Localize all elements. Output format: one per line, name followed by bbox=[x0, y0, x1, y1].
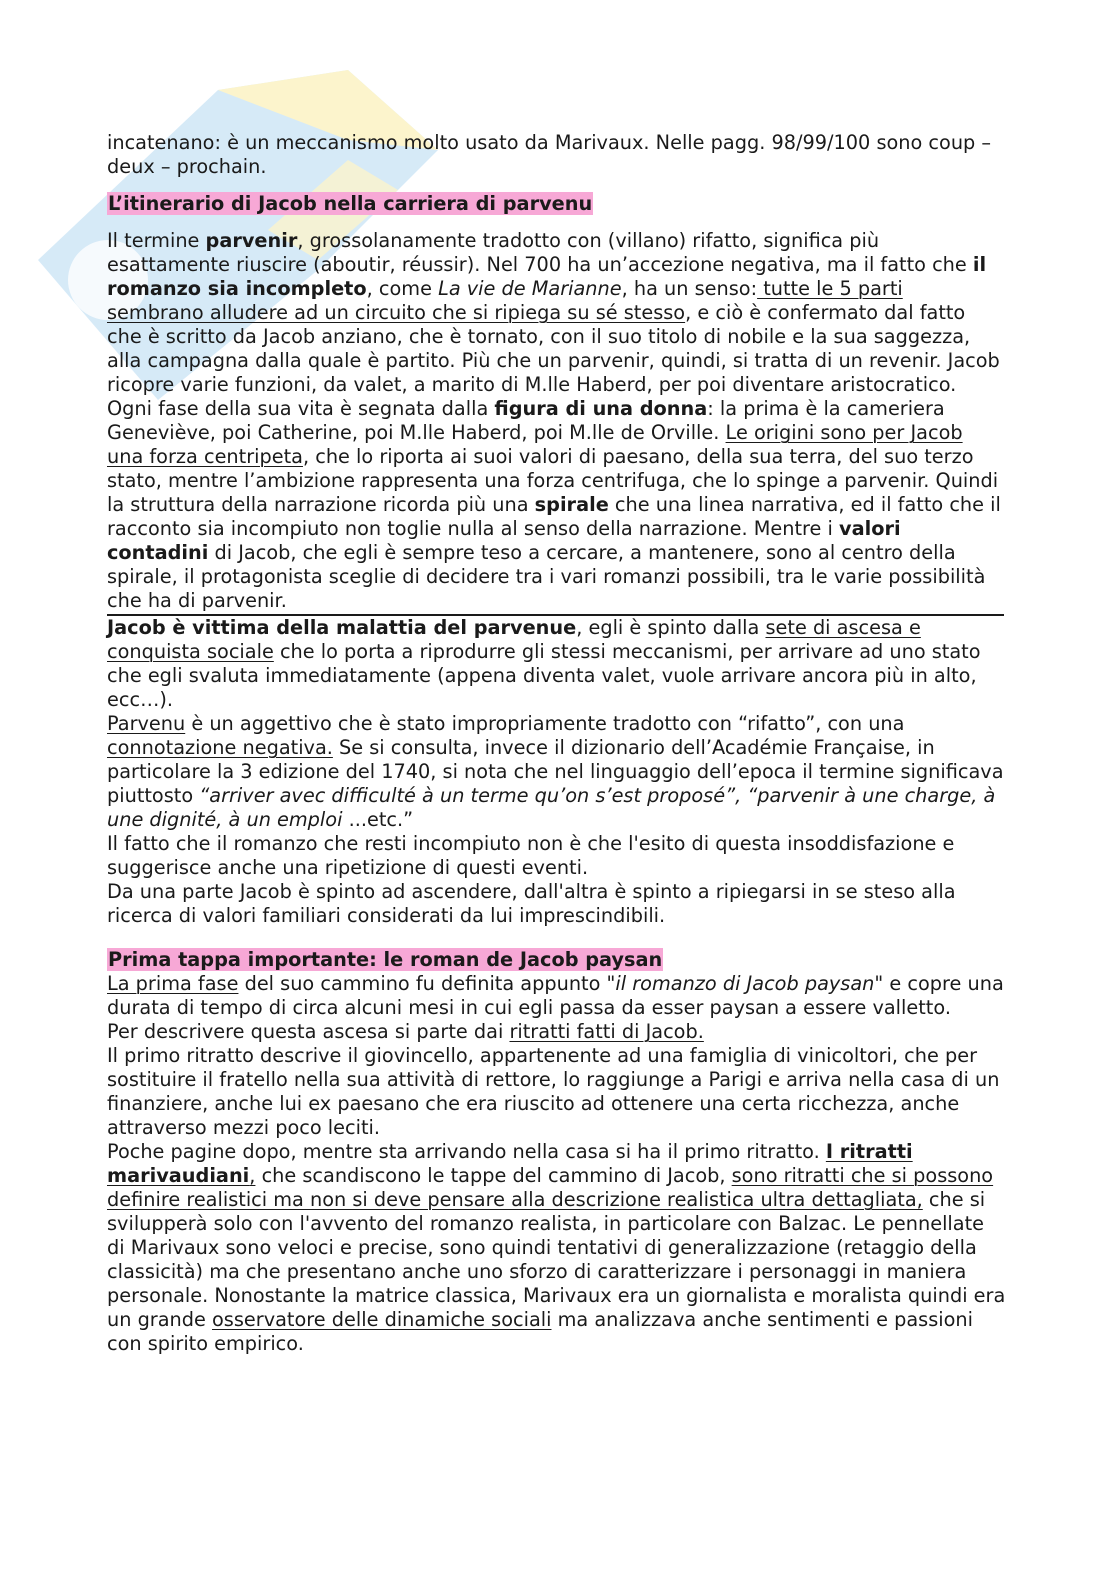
text: di Jacob, che egli è sempre teso a cercare, a mantenere, sono al centro della spirale, il protagonista sceglie di decidere tra i vari romanzi possibili, tra le varie possibilità che ha di parvenir. bbox=[107, 541, 986, 612]
text: Il termine bbox=[107, 229, 206, 252]
text: : la prima è la cameriera Geneviève, poi Catherine, poi M.lle Haberd, poi M.lle de Orville. bbox=[107, 397, 945, 444]
paragraph-intro bbox=[107, 131, 1007, 179]
paragraph-malattia bbox=[107, 616, 1007, 712]
paragraph-ascesa bbox=[107, 1020, 1007, 1044]
underlined-text: tutte le 5 parti sembrano alludere ad un circuito che si ripiega su sé stesso bbox=[107, 277, 903, 324]
heading-itinerario: L’itinerario di Jacob nella carriera di parvenu bbox=[108, 192, 593, 215]
heading-prima-tappa: Prima tappa importante: le roman de Jacob paysan bbox=[108, 948, 663, 971]
underlined-text: La prima fase bbox=[107, 972, 239, 995]
paragraph-incompiuto bbox=[107, 832, 1007, 880]
text: che una linea narrativa, ed il fatto che il racconto sia incompiuto non toglie nulla al senso della narrazione. Mentre i bbox=[107, 493, 1001, 540]
text: , grossolanamente tradotto con (villano) rifatto, significa più esattamente riuscire (aboutir, réussir). Nel 700 ha un’accezione negativa, ma il fatto che bbox=[107, 229, 973, 276]
text: , che lo riporta ai suoi valori di paesano, della sua terra, del suo terzo stato, mentre l’ambizione rappresenta una forza centrifuga, che lo spinge a parvenir. Quindi la struttura della narrazione ricorda più una bbox=[107, 445, 999, 516]
text: Per descrivere questa ascesa si parte dai bbox=[107, 1020, 510, 1043]
text: Il fatto che il romanzo che resti incompiuto non è che l'esito di questa insoddisfazione e suggerisce anche una ripetizione di questi eventi. bbox=[107, 832, 955, 879]
underlined-text: osservatore delle dinamiche sociali bbox=[212, 1308, 552, 1331]
text: Da una parte Jacob è spinto ad ascendere, dall'altra è spinto a ripiegarsi in se steso alla ricerca di valori familiari considerati da lui imprescindibili. bbox=[107, 880, 956, 927]
text: Il primo ritratto descrive il giovincello, appartenente ad una famiglia di vinicoltori, che per sostituire il fratello nella sua attività di rettore, lo raggiunge a Parigi e arriva nella casa di un finanziere, anche lui ex paesano che era riuscito ad ottenere una certa ricchezza, anche attraverso mezzi poco leciti. bbox=[107, 1044, 1000, 1139]
paragraph-ritratti-marivaudiani bbox=[107, 1140, 1007, 1356]
text: Se si consulta, invece il dizionario dell’Académie Française, in particolare la 3 edizione del 1740, si nota che nel linguaggio dell’epoca il termine significava piuttosto bbox=[107, 736, 1004, 807]
paragraph-prima-fase bbox=[107, 972, 1007, 1020]
underlined-text: Parvenu bbox=[107, 712, 186, 735]
text: che lo porta a riprodurre gli stessi meccanismi, per arrivare ad uno stato che egli svaluta immediatamente (appena diventa valet, vuole arrivare ancora più in alto, ecc…). bbox=[107, 640, 981, 711]
underlined-text: connotazione negativa. bbox=[107, 736, 333, 759]
text: del suo cammino fu definita appunto " bbox=[238, 972, 616, 995]
text: incatenano: è un meccanismo molto usato da Marivaux. Nelle pagg. 98/99/100 sono coup – deux – prochain. bbox=[107, 131, 992, 178]
underlined-text: ritratti fatti di Jacob. bbox=[509, 1020, 704, 1043]
paragraph-parvenir bbox=[107, 229, 1004, 616]
underlined-text: sete di ascesa e conquista sociale bbox=[107, 616, 921, 663]
text: che si svilupperà solo con l'avvento del romanzo realista, in particolare con Balzac. Le pennellate di Marivaux sono veloci e precise, sono quindi tentativi di generalizzazione (retaggio della classicità) ma che presentano anche uno sforzo di caratterizzare i personaggi in maniera personale. Nonostante la matrice classica, Marivaux era un giornalista e moralista quindi era un grande bbox=[107, 1188, 1006, 1331]
underlined-text: sono ritratti che si possono definire realistici ma non si deve pensare alla descrizione realistica ultra dettagliata, bbox=[107, 1164, 994, 1211]
bold-text: il romanzo sia incompleto bbox=[107, 253, 987, 300]
text: , egli è spinto dalla bbox=[576, 616, 766, 639]
italic-text: “arriver avec difficulté à un terme qu’on s’est proposé”, “parvenir à une charge, à une dignité, à un emploi bbox=[107, 784, 996, 831]
heading-itinerario-line bbox=[107, 192, 1007, 216]
heading-prima-tappa-line bbox=[107, 948, 1007, 972]
text: che scandiscono le tappe del cammino di Jacob, bbox=[255, 1164, 732, 1187]
bold-text: figura di una donna bbox=[494, 397, 708, 420]
paragraph-parvenu-definition bbox=[107, 712, 1007, 832]
italic-text: La vie de Marianne bbox=[438, 277, 622, 300]
bold-text: parvenir bbox=[205, 229, 298, 252]
underlined-text: , bbox=[249, 1164, 256, 1187]
underlined-text: Le origini sono per Jacob una forza centripeta bbox=[107, 421, 963, 468]
text: , ha un senso: bbox=[621, 277, 758, 300]
paragraph-ascendere bbox=[107, 880, 1007, 928]
bold-underlined-text: I ritratti marivaudiani bbox=[107, 1140, 913, 1187]
bold-text: Jacob è vittima della malattia del parvenue bbox=[107, 616, 577, 639]
text: Poche pagine dopo, mentre sta arrivando nella casa si ha il primo ritratto. bbox=[107, 1140, 826, 1163]
document-page bbox=[107, 131, 1007, 1356]
text: , come bbox=[366, 277, 439, 300]
text: è un aggettivo che è stato impropriamente tradotto con “rifatto”, con una bbox=[185, 712, 905, 735]
text: ma analizzava anche sentimenti e passioni con spirito empirico. bbox=[107, 1308, 974, 1355]
text: " e copre una durata di tempo di circa alcuni mesi in cui egli passa da esser paysan a essere valletto. bbox=[107, 972, 1004, 1019]
paragraph-primo-ritratto bbox=[107, 1044, 1007, 1140]
italic-text: il romanzo di Jacob paysan bbox=[615, 972, 875, 995]
bold-text: spirale bbox=[534, 493, 609, 516]
text: ...etc.” bbox=[342, 808, 414, 831]
bold-text: valori contadini bbox=[107, 517, 901, 564]
text: , e ciò è confermato dal fatto che è scritto da Jacob anziano, che è tornato, con il suo titolo di nobile e la sua saggezza, alla campagna dalla quale è partito. Più che un parvenir, quindi, si tratta di un revenir. Jacob ricopre varie funzioni, da valet, a marito di M.lle Haberd, per poi diventare aristocratico. Ogni fase della sua vita è segnata dalla bbox=[107, 301, 1000, 420]
